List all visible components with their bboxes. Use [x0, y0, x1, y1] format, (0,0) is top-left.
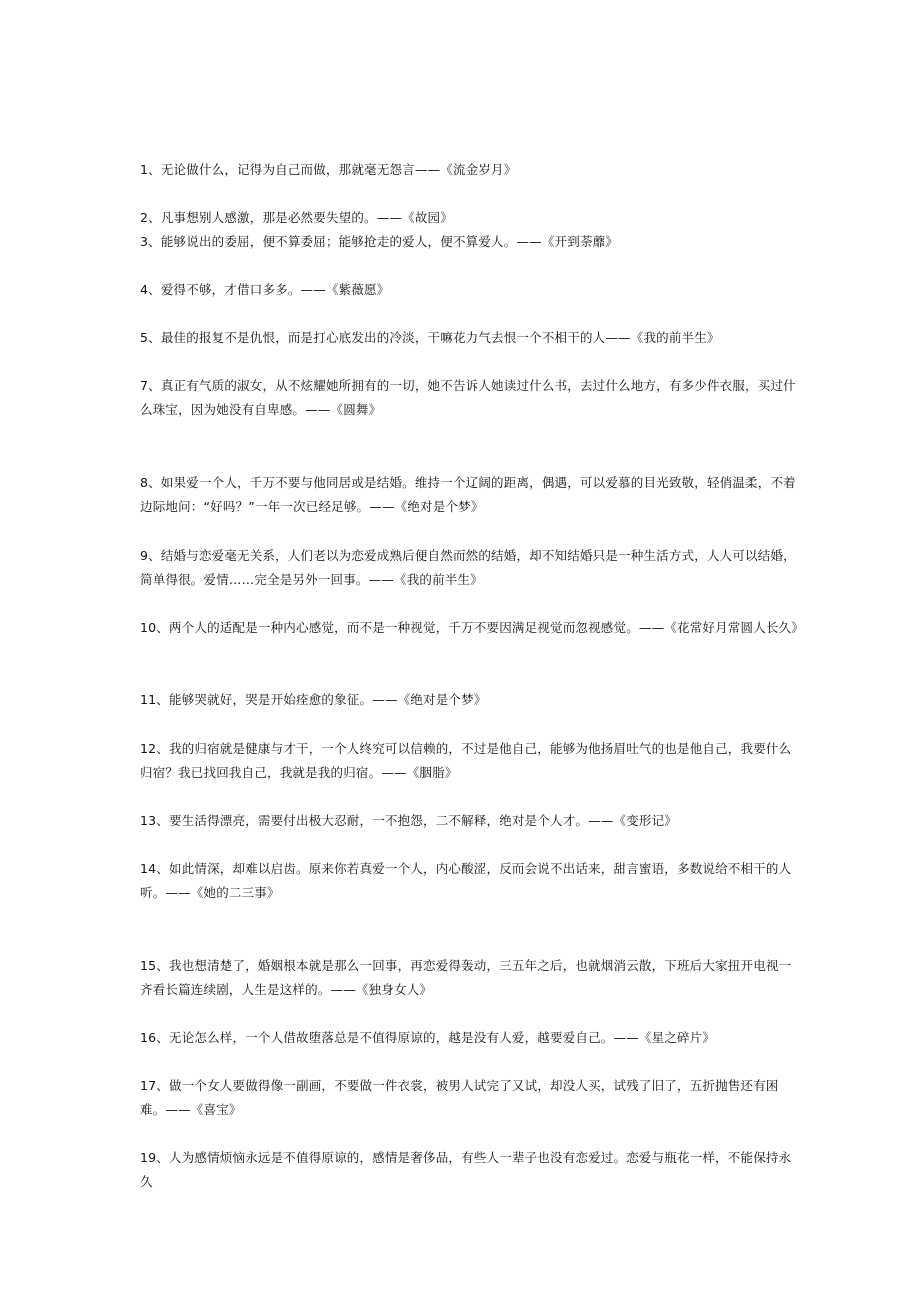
- quote-paragraph: 5、最佳的报复不是仇恨，而是打心底发出的冷淡，干嘛花力气去恨一个不相干的人——《我的前半生》: [140, 330, 720, 345]
- quote-paragraph: 4、爱得不够，才借口多多。——《紫薇愿》: [140, 282, 390, 297]
- quote-paragraph: 2、凡事想别人感激，那是必然要失望的。——《故园》: [140, 210, 453, 225]
- quote-paragraph: 7、真正有气质的淑女，从不炫耀她所拥有的一切，她不告诉人她读过什么书，去过什么地方，有多少件衣服，买过什么珠宝，因为她没有自卑感。——《圆舞》: [140, 378, 796, 417]
- quote-paragraph: 12、我的归宿就是健康与才干，一个人终究可以信赖的，不过是他自己，能够为他扬眉吐气的也是他自己，我要什么归宿？我已找回我自己，我就是我的归宿。——《胭脂》: [140, 741, 792, 780]
- quote-paragraph: 15、我也想清楚了，婚姻根本就是那么一回事，再恋爱得轰动，三五年之后，也就烟消云散，下班后大家扭开电视一齐看长篇连续剧，人生是这样的。——《独身女人》: [140, 958, 792, 997]
- quote-paragraph: 16、无论怎么样，一个人借故堕落总是不值得原谅的，越是没有人爱，越要爱自己。——《星之碎片》: [140, 1030, 716, 1045]
- quote-paragraph: 11、能够哭就好，哭是开始痊愈的象征。——《绝对是个梦》: [140, 692, 487, 707]
- quote-paragraph: 13、要生活得漂亮，需要付出极大忍耐，一不抱怨，二不解释，绝对是个人才。——《变形记》: [140, 813, 678, 828]
- quote-paragraph: 3、能够说出的委屈，便不算委屈；能够抢走的爱人，便不算爱人。——《开到荼蘼》: [140, 234, 619, 249]
- quote-paragraph: 19、人为感情烦恼永远是不值得原谅的，感情是奢侈品，有些人一辈子也没有恋爱过。恋爱与瓶花一样，不能保持永久: [140, 1150, 792, 1189]
- quote-paragraph: 17、做一个女人要做得像一副画，不要做一件衣裳，被男人试完了又试，却没人买，试残了旧了，五折抛售还有困难。——《喜宝》: [140, 1078, 779, 1117]
- quote-paragraph: 8、如果爱一个人，千万不要与他同居或是结婚。维持一个辽阔的距离，偶遇，可以爱慕的目光致敬，轻俏温柔，不着边际地问：“好吗？”一年一次已经足够。——《绝对是个梦》: [140, 475, 796, 514]
- quote-paragraph: 10、两个人的适配是一种内心感觉，而不是一种视觉，千万不要因满足视觉而忽视感觉。——《花常好月常圆人长久》: [140, 620, 805, 635]
- quote-paragraph: 9、结婚与恋爱毫无关系，人们老以为恋爱成熟后便自然而然的结婚，却不知结婚只是一种生活方式，人人可以结婚，简单得很。爱情……完全是另外一回事。——《我的前半生》: [140, 548, 796, 587]
- quote-paragraph: 14、如此情深，却难以启齿。原来你若真爱一个人，内心酸涩，反而会说不出话来，甜言蜜语，多数说给不相干的人听。——《她的二三事》: [140, 861, 792, 900]
- quote-paragraph: 1、无论做什么，记得为自己而做，那就毫无怨言——《流金岁月》: [140, 162, 517, 177]
